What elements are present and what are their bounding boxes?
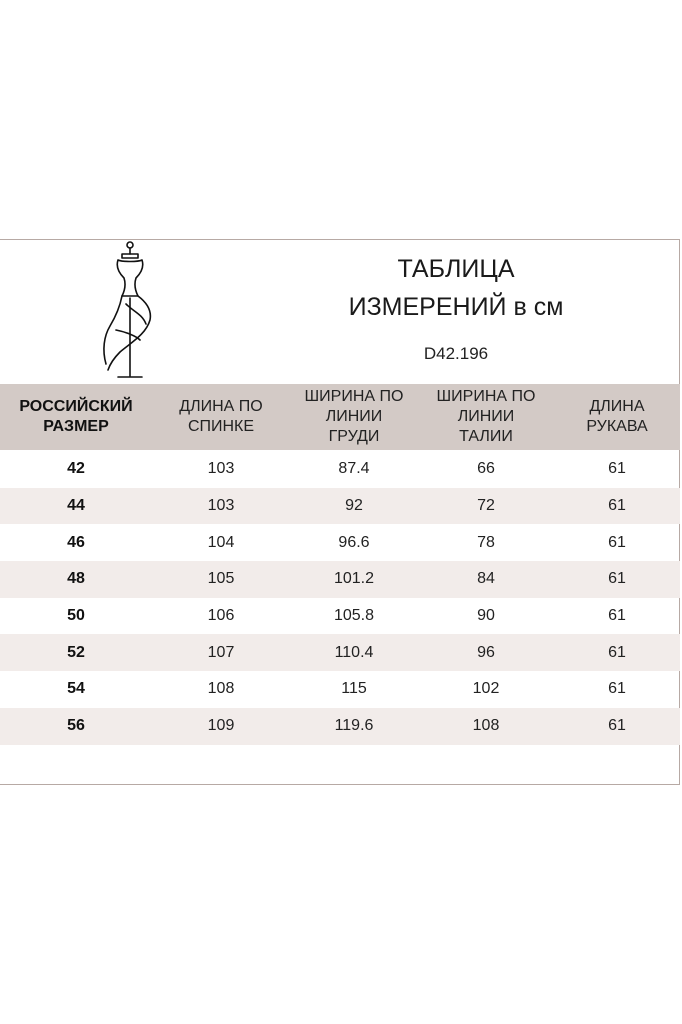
cell-chest-width: 96.6 [338, 533, 370, 551]
cell-chest-width: 87.4 [338, 460, 370, 478]
cell-back-length: 107 [207, 643, 235, 661]
cell-chest-width: 115 [341, 680, 367, 698]
cell-size: 56 [67, 717, 85, 735]
header-sleeve-length: ДЛИНА РУКАВА [586, 398, 648, 435]
cell-back-length: 103 [207, 497, 235, 515]
cell-chest-width: 101.2 [333, 570, 375, 588]
mannequin-icon [96, 240, 162, 380]
cell-sleeve-length: 61 [608, 680, 626, 698]
table-header [0, 384, 680, 450]
cell-waist-width: 72 [477, 497, 495, 515]
cell-sleeve-length: 61 [608, 460, 626, 478]
cell-size: 54 [67, 680, 85, 698]
cell-back-length: 106 [207, 607, 235, 625]
cell-size: 46 [67, 533, 85, 551]
table-row [0, 634, 680, 671]
table-row [0, 561, 680, 598]
title-line-1: ТАБЛИЦА [397, 255, 515, 283]
cell-chest-width: 105.8 [333, 607, 375, 625]
cell-sleeve-length: 61 [608, 497, 626, 515]
header-back-length: ДЛИНА ПО СПИНКЕ [179, 398, 263, 435]
cell-sleeve-length: 61 [608, 570, 626, 588]
cell-back-length: 104 [207, 533, 235, 551]
cell-size: 48 [67, 570, 85, 588]
header-russian-size: РОССИЙСКИЙ РАЗМЕР [19, 398, 133, 435]
table-row [0, 524, 680, 561]
cell-back-length: 103 [207, 460, 235, 478]
table-row [0, 451, 680, 488]
cell-waist-width: 84 [477, 570, 495, 588]
table-row [0, 598, 680, 635]
cell-sleeve-length: 61 [608, 643, 626, 661]
table-row [0, 488, 680, 525]
cell-size: 50 [67, 607, 85, 625]
cell-chest-width: 92 [345, 497, 363, 515]
cell-sleeve-length: 61 [608, 607, 626, 625]
cell-sleeve-length: 61 [608, 533, 626, 551]
table-body [0, 451, 680, 745]
cell-waist-width: 108 [472, 717, 500, 735]
cell-chest-width: 119.6 [334, 717, 374, 735]
cell-waist-width: 102 [472, 680, 500, 698]
model-code: D42.196 [423, 344, 489, 363]
cell-back-length: 108 [207, 680, 235, 698]
table-row [0, 671, 680, 708]
cell-size: 42 [67, 460, 85, 478]
cell-sleeve-length: 61 [608, 717, 626, 735]
header-chest-width: ШИРИНА ПО ЛИНИИ ГРУДИ [304, 388, 404, 445]
cell-back-length: 109 [207, 717, 235, 735]
title-line-2: ИЗМЕРЕНИЙ в см [348, 293, 564, 321]
title-block [330, 250, 582, 364]
size-table [0, 384, 680, 745]
cell-waist-width: 78 [477, 533, 495, 551]
cell-waist-width: 96 [477, 643, 495, 661]
table-row [0, 708, 680, 745]
cell-waist-width: 66 [477, 460, 495, 478]
cell-size: 52 [67, 643, 85, 661]
cell-chest-width: 110.4 [334, 643, 374, 661]
cell-waist-width: 90 [477, 607, 495, 625]
cell-size: 44 [67, 497, 85, 515]
cell-back-length: 105 [207, 570, 235, 588]
header-waist-width: ШИРИНА ПО ЛИНИИ ТАЛИИ [436, 388, 536, 445]
